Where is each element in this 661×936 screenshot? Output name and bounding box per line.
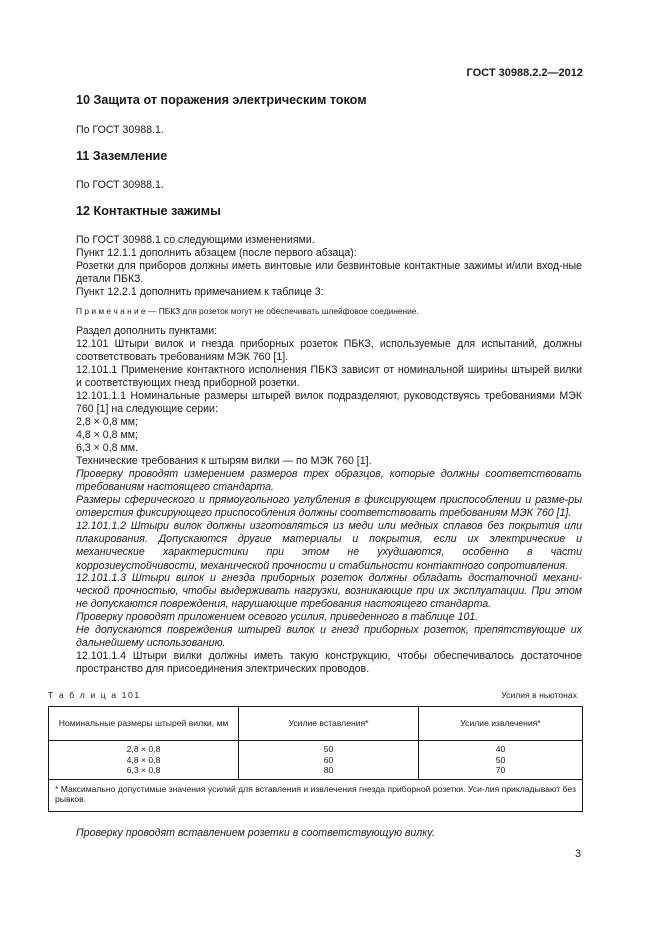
table-cell: 40 50 70 (419, 741, 583, 780)
note (76, 305, 582, 318)
paragraph: 12.101.1.3 Штыри вилок и гнезда приборных розеток должны обладать достаточной механи-ческой прочностью, чтобы выдерживать нагрузки, возникающие при их эксплуатации. При этом не допускаются повреждения, нарушающие требования настоящего стандарта. (76, 572, 582, 611)
series-item: 2,8 × 0,8 мм; (76, 416, 138, 428)
section-11-heading: 11 Заземление (76, 149, 168, 163)
paragraph: 12.101.1 Применение контактного исполнения ПБКЗ зависит от номинальной ширины штырей вилки и соответствующих гнезд приборной розетки. (76, 364, 582, 390)
paragraph: 12.101.1.2 Штыри вилок должны изготовляться из меди или медных сплавов без покрытия или плакирования. Допускаются другие материалы и покрытия, если их электрические и механические характеристики при этом не ухудшаются, особенно в части коррозиеустойчивости, механической прочности и стабильности контактного сопротивления. (76, 520, 582, 572)
paragraph: По ГОСТ 30988.1 со следующими изменениями. (76, 234, 315, 246)
paragraph: 12.101.1.4 Штыри вилки должны иметь такую конструкцию, чтобы обеспечивалось достаточное пространство для присоединения электрических проводов. (76, 650, 582, 676)
table-footnote-row (49, 779, 583, 811)
table-cell: 2,8 × 0,8 4,8 × 0,8 6,3 × 0,8 (49, 741, 239, 780)
final-text: Проверку проводят вставлением розетки в соответствующую вилку. (76, 827, 435, 839)
header-cell: Номинальные размеры штырей вилки, мм (49, 707, 239, 741)
table-row (49, 741, 583, 780)
table-caption: Т а б л и ц а 101 (48, 690, 141, 700)
section-12-heading: 12 Контактные зажимы (76, 204, 221, 218)
paragraph: Технические требования к штырям вилки — по МЭК 760 [1]. (76, 455, 372, 467)
paragraph: Раздел дополнить пунктами: (76, 325, 218, 337)
note-text: — ПБКЗ для розеток могут не обеспечивать шлейфовое соединение. (145, 306, 419, 316)
note-label: П р и м е ч а н и е (76, 306, 146, 316)
header-cell: Усилие вставления* (239, 707, 419, 741)
paragraph: Проверку проводят приложением осевого усилия, приведенного в таблице 101. (76, 611, 479, 623)
standard-header: ГОСТ 30988.2.2—2012 (466, 67, 583, 79)
page-number: 3 (575, 848, 581, 860)
paragraph: 12.101.1.1 Номинальные размеры штырей вилок подразделяют, руководствуясь требованиями МЭК 760 [1] на следующие серии: (76, 390, 582, 416)
paragraph: Пункт 12.1.1 дополнить абзацем (после первого абзаца): (76, 247, 357, 259)
table-footnote: * Максимально допустимые значения усилий для вставления и извлечения гнезда приборной розетки. Уси-лия прикладывают без рывков. (49, 779, 583, 811)
series-item: 6,3 × 0,8 мм. (76, 442, 138, 454)
paragraph: Пункт 12.2.1 дополнить примечанием к таблице 3: (76, 286, 324, 298)
header-cell: Усилие извлечения* (419, 707, 583, 741)
section-10-text: По ГОСТ 30988.1. (76, 124, 164, 136)
section-11-text: По ГОСТ 30988.1. (76, 179, 164, 191)
paragraph: Проверку проводят измерением размеров трех образцов, которые должны соответствовать требованиям настоящего стандарта. (76, 468, 582, 494)
series-item: 4,8 × 0,8 мм; (76, 429, 138, 441)
table-units: Усилия в ньютонах (501, 690, 577, 700)
force-table (48, 706, 583, 812)
paragraph: 12.101 Штыри вилок и гнезда приборных розеток ПБКЗ, используемые для испытаний, должны соответствовать требованиям МЭК 760 [1]. (76, 338, 582, 364)
paragraph: Не допускаются повреждения штырей вилок и гнезд приборных розеток, препятствующие их дальнейшему использованию. (76, 624, 582, 650)
table-cell: 50 60 80 (239, 741, 419, 780)
paragraph: Размеры сферического и прямоугольного углубления в фиксирующем приспособлении и разме-ры отверстия фиксирующего приспособления должны соответствовать требованиям МЭК 760 [1]. (76, 494, 582, 520)
table-header-row (49, 707, 583, 741)
section-10-heading: 10 Защита от поражения электрическим током (76, 93, 367, 107)
paragraph: Розетки для приборов должны иметь винтовые или безвинтовые контактные зажимы и/или вход-ные детали ПБКЗ. (76, 260, 582, 286)
